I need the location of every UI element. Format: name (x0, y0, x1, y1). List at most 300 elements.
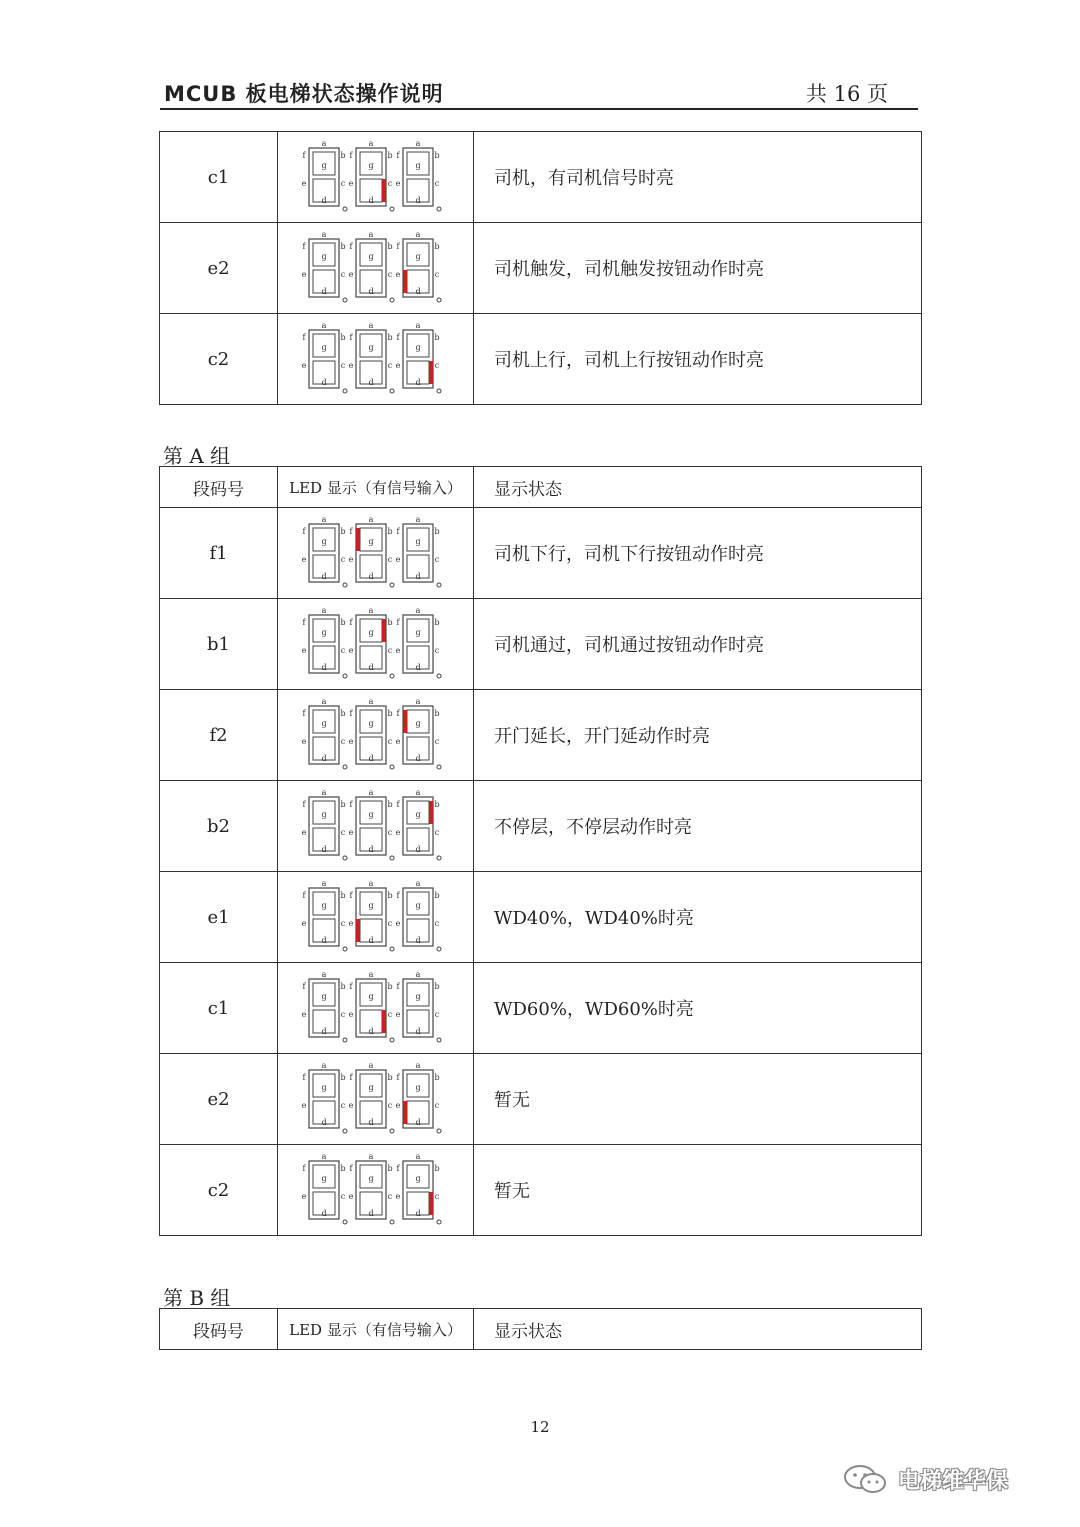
led-digit-1 (301, 1061, 346, 1133)
segment-label-f: f (396, 800, 399, 809)
segment-label-g: g (320, 901, 327, 910)
segment-label-d: d (320, 1027, 327, 1036)
segment-label-c: c (340, 919, 345, 928)
header-led: LED 显示（有信号输入） (278, 1309, 474, 1350)
segment-label-a: a (415, 606, 420, 615)
segment-label-f: f (302, 891, 305, 900)
segment-label-e: e (301, 1010, 306, 1019)
segment-label-e: e (348, 1101, 353, 1110)
segment-label-c: c (434, 1010, 439, 1019)
segment-label-e: e (395, 1010, 400, 1019)
led-digit-1 (301, 697, 346, 769)
segment-label-b: b (339, 982, 346, 991)
segment-label-f: f (396, 891, 399, 900)
segment-label-g: g (367, 901, 374, 910)
segment-label-b: b (433, 1164, 440, 1173)
led-digit-2 (348, 515, 393, 587)
led-display (301, 229, 451, 307)
segment-label-b: b (433, 1073, 440, 1082)
segment-label-e: e (395, 828, 400, 837)
segment-label-g: g (414, 161, 421, 170)
segment-label-b: b (433, 891, 440, 900)
segment-label-c: c (387, 555, 392, 564)
table-row (160, 963, 922, 1054)
segment-label-e: e (348, 1010, 353, 1019)
led-display (301, 1151, 451, 1229)
segment-label-e: e (348, 1192, 353, 1201)
segment-label-e: e (301, 828, 306, 837)
segment-label-e: e (301, 1192, 306, 1201)
table-row (160, 1145, 922, 1236)
led-digit-2 (348, 1061, 393, 1133)
segment-label-f: f (349, 527, 352, 536)
status-description: WD40%，WD40%时亮 (474, 872, 922, 963)
segment-label-f: f (396, 709, 399, 718)
document-title: MCUB 板电梯状态操作说明 (164, 82, 444, 106)
led-digit-2 (348, 606, 393, 678)
segment-label-d: d (414, 663, 421, 672)
lit-segment (356, 528, 360, 551)
segment-label-d: d (320, 845, 327, 854)
led-digit-1 (301, 879, 346, 951)
segment-label-c: c (387, 1192, 392, 1201)
segment-label-e: e (395, 270, 400, 279)
segment-label-f: f (302, 527, 305, 536)
segment-code: f2 (160, 690, 278, 781)
segment-label-g: g (320, 161, 327, 170)
segment-label-e: e (395, 919, 400, 928)
watermark-text: 电梯维华保 (898, 1469, 1009, 1494)
segment-label-a: a (368, 606, 373, 615)
led-cell (278, 223, 474, 314)
segment-label-f: f (302, 333, 305, 342)
table-row (160, 781, 922, 872)
table-row (160, 314, 922, 405)
segment-label-d: d (320, 378, 327, 387)
segment-code: e1 (160, 872, 278, 963)
segment-label-e: e (395, 179, 400, 188)
segment-label-d: d (414, 936, 421, 945)
segment-label-d: d (414, 572, 421, 581)
table-row (160, 599, 922, 690)
segment-label-g: g (414, 537, 421, 546)
segment-label-g: g (320, 719, 327, 728)
group-a-label: 第 A 组 (163, 444, 231, 468)
segment-label-a: a (415, 1152, 420, 1161)
segment-label-g: g (367, 537, 374, 546)
segment-label-b: b (339, 800, 346, 809)
segment-label-a: a (415, 697, 420, 706)
segment-label-a: a (321, 230, 326, 239)
segment-label-a: a (321, 788, 326, 797)
segment-label-f: f (349, 982, 352, 991)
led-digit-3 (395, 139, 440, 211)
segment-label-b: b (386, 800, 393, 809)
segment-label-e: e (348, 361, 353, 370)
led-cell (278, 599, 474, 690)
lit-segment (403, 1101, 407, 1124)
segment-label-c: c (387, 1101, 392, 1110)
table-row (160, 223, 922, 314)
led-cell (278, 781, 474, 872)
segment-code: e2 (160, 223, 278, 314)
table-row (160, 132, 922, 223)
segment-label-b: b (386, 982, 393, 991)
segment-label-d: d (414, 754, 421, 763)
status-description: 不停层，不停层动作时亮 (474, 781, 922, 872)
segment-label-e: e (301, 919, 306, 928)
segment-label-d: d (414, 196, 421, 205)
led-digit-1 (301, 788, 346, 860)
segment-label-f: f (349, 1164, 352, 1173)
segment-label-a: a (415, 321, 420, 330)
segment-label-b: b (339, 527, 346, 536)
segment-label-a: a (368, 1152, 373, 1161)
segment-label-d: d (367, 936, 374, 945)
segment-label-a: a (368, 230, 373, 239)
segment-label-d: d (367, 663, 374, 672)
led-cell (278, 1054, 474, 1145)
segment-label-e: e (301, 179, 306, 188)
segment-label-g: g (414, 992, 421, 1001)
segment-label-b: b (339, 333, 346, 342)
segment-label-d: d (414, 287, 421, 296)
segment-label-d: d (367, 572, 374, 581)
led-digit-3 (395, 1061, 440, 1133)
segment-label-b: b (386, 1073, 393, 1082)
lit-segment (429, 801, 433, 824)
segment-label-e: e (395, 737, 400, 746)
segment-label-g: g (414, 719, 421, 728)
segment-label-g: g (367, 810, 374, 819)
status-description: WD60%，WD60%时亮 (474, 963, 922, 1054)
segment-label-g: g (414, 1174, 421, 1183)
segment-label-d: d (414, 845, 421, 854)
led-cell (278, 872, 474, 963)
segment-label-a: a (368, 139, 373, 148)
led-digit-2 (348, 879, 393, 951)
led-digit-3 (395, 606, 440, 678)
segment-label-e: e (301, 270, 306, 279)
segment-label-a: a (368, 697, 373, 706)
segment-code: b2 (160, 781, 278, 872)
table-row (160, 690, 922, 781)
segment-label-f: f (396, 242, 399, 251)
segment-label-d: d (367, 845, 374, 854)
led-digit-1 (301, 230, 346, 302)
status-description: 司机下行，司机下行按钮动作时亮 (474, 508, 922, 599)
led-digit-3 (395, 1152, 440, 1224)
segment-label-c: c (387, 361, 392, 370)
segment-label-d: d (414, 1027, 421, 1036)
segment-code: c1 (160, 132, 278, 223)
segment-table-continued (159, 131, 922, 405)
segment-label-c: c (387, 1010, 392, 1019)
segment-label-d: d (320, 936, 327, 945)
header-code: 段码号 (160, 1309, 278, 1350)
segment-label-a: a (415, 1061, 420, 1070)
segment-label-d: d (320, 754, 327, 763)
led-digit-3 (395, 515, 440, 587)
led-display (301, 138, 451, 216)
segment-label-f: f (349, 800, 352, 809)
segment-label-b: b (339, 151, 346, 160)
segment-label-a: a (415, 879, 420, 888)
segment-label-c: c (387, 646, 392, 655)
segment-label-e: e (301, 361, 306, 370)
segment-label-f: f (396, 982, 399, 991)
segment-label-e: e (348, 555, 353, 564)
segment-label-d: d (414, 1209, 421, 1218)
segment-label-b: b (433, 527, 440, 536)
segment-label-a: a (321, 697, 326, 706)
segment-label-d: d (367, 754, 374, 763)
led-digit-3 (395, 697, 440, 769)
segment-label-b: b (386, 151, 393, 160)
segment-label-f: f (302, 618, 305, 627)
segment-label-g: g (414, 252, 421, 261)
status-description: 司机，有司机信号时亮 (474, 132, 922, 223)
segment-label-g: g (414, 628, 421, 637)
segment-label-b: b (433, 982, 440, 991)
segment-code: c1 (160, 963, 278, 1054)
segment-label-c: c (340, 1192, 345, 1201)
segment-code: e2 (160, 1054, 278, 1145)
segment-label-g: g (320, 343, 327, 352)
segment-label-g: g (367, 628, 374, 637)
segment-label-e: e (348, 270, 353, 279)
led-display (301, 787, 451, 865)
segment-label-a: a (368, 321, 373, 330)
table-header-row (160, 1309, 922, 1350)
led-digit-2 (348, 230, 393, 302)
led-cell (278, 132, 474, 223)
segment-label-a: a (321, 970, 326, 979)
segment-label-c: c (434, 919, 439, 928)
led-digit-1 (301, 970, 346, 1042)
group-b-label: 第 B 组 (163, 1286, 231, 1310)
segment-label-c: c (434, 737, 439, 746)
segment-label-d: d (367, 378, 374, 387)
segment-label-a: a (321, 321, 326, 330)
segment-label-b: b (339, 242, 346, 251)
header-desc: 显示状态 (474, 1309, 922, 1350)
led-digit-1 (301, 139, 346, 211)
status-description: 暂无 (474, 1054, 922, 1145)
segment-label-f: f (396, 1164, 399, 1173)
segment-label-b: b (433, 709, 440, 718)
led-display (301, 1060, 451, 1138)
segment-label-b: b (433, 333, 440, 342)
segment-label-c: c (434, 1101, 439, 1110)
segment-label-c: c (434, 555, 439, 564)
segment-label-c: c (340, 646, 345, 655)
segment-label-c: c (434, 361, 439, 370)
segment-label-f: f (302, 982, 305, 991)
segment-label-g: g (367, 161, 374, 170)
led-cell (278, 963, 474, 1054)
segment-label-g: g (367, 343, 374, 352)
segment-label-b: b (386, 333, 393, 342)
led-digit-3 (395, 788, 440, 860)
segment-label-g: g (414, 343, 421, 352)
led-display (301, 878, 451, 956)
segment-label-f: f (396, 333, 399, 342)
segment-label-e: e (301, 737, 306, 746)
segment-label-g: g (320, 628, 327, 637)
segment-label-e: e (348, 179, 353, 188)
segment-label-e: e (301, 555, 306, 564)
segment-label-g: g (367, 992, 374, 1001)
segment-label-a: a (368, 1061, 373, 1070)
header-desc: 显示状态 (474, 467, 922, 508)
led-digit-3 (395, 879, 440, 951)
segment-label-e: e (395, 555, 400, 564)
segment-label-c: c (434, 1192, 439, 1201)
segment-label-d: d (367, 287, 374, 296)
segment-label-b: b (433, 151, 440, 160)
led-digit-1 (301, 606, 346, 678)
segment-label-d: d (320, 1118, 327, 1127)
segment-table-group-b (159, 1308, 922, 1350)
segment-label-b: b (339, 1164, 346, 1173)
segment-label-f: f (396, 151, 399, 160)
led-digit-1 (301, 321, 346, 393)
segment-label-f: f (349, 1073, 352, 1082)
segment-label-f: f (302, 151, 305, 160)
segment-label-a: a (415, 515, 420, 524)
led-digit-3 (395, 230, 440, 302)
segment-label-b: b (386, 618, 393, 627)
status-description: 司机上行，司机上行按钮动作时亮 (474, 314, 922, 405)
led-digit-1 (301, 515, 346, 587)
segment-label-c: c (434, 179, 439, 188)
segment-label-f: f (349, 333, 352, 342)
lit-segment (356, 919, 360, 942)
segment-label-g: g (367, 1174, 374, 1183)
segment-label-f: f (349, 618, 352, 627)
segment-label-e: e (395, 361, 400, 370)
segment-label-a: a (368, 879, 373, 888)
segment-label-e: e (348, 646, 353, 655)
segment-label-a: a (321, 1152, 326, 1161)
segment-label-d: d (320, 572, 327, 581)
segment-label-c: c (340, 270, 345, 279)
segment-label-f: f (396, 1073, 399, 1082)
segment-label-d: d (367, 1118, 374, 1127)
segment-label-e: e (301, 646, 306, 655)
table-header-row (160, 467, 922, 508)
table-row (160, 1054, 922, 1145)
segment-label-f: f (349, 242, 352, 251)
segment-label-c: c (387, 919, 392, 928)
segment-label-g: g (414, 901, 421, 910)
status-description: 司机触发，司机触发按钮动作时亮 (474, 223, 922, 314)
segment-label-b: b (433, 242, 440, 251)
segment-label-c: c (387, 179, 392, 188)
led-digit-2 (348, 321, 393, 393)
led-cell (278, 1145, 474, 1236)
table-row (160, 872, 922, 963)
segment-label-d: d (414, 1118, 421, 1127)
segment-label-c: c (434, 828, 439, 837)
segment-label-a: a (368, 788, 373, 797)
segment-label-f: f (349, 891, 352, 900)
lit-segment (429, 361, 433, 384)
segment-label-e: e (348, 919, 353, 928)
led-digit-1 (301, 1152, 346, 1224)
segment-label-b: b (433, 800, 440, 809)
led-display (301, 969, 451, 1047)
segment-label-d: d (320, 1209, 327, 1218)
segment-label-f: f (302, 800, 305, 809)
segment-code: c2 (160, 1145, 278, 1236)
segment-label-e: e (395, 1192, 400, 1201)
segment-label-f: f (302, 709, 305, 718)
status-description: 暂无 (474, 1145, 922, 1236)
segment-label-c: c (340, 1101, 345, 1110)
segment-label-g: g (320, 252, 327, 261)
segment-label-g: g (320, 1083, 327, 1092)
segment-label-a: a (415, 139, 420, 148)
segment-label-d: d (320, 196, 327, 205)
segment-label-b: b (433, 618, 440, 627)
segment-label-c: c (434, 646, 439, 655)
segment-code: c2 (160, 314, 278, 405)
led-digit-2 (348, 1152, 393, 1224)
segment-label-a: a (415, 788, 420, 797)
segment-label-a: a (321, 515, 326, 524)
header-code: 段码号 (160, 467, 278, 508)
segment-label-b: b (386, 709, 393, 718)
segment-label-f: f (349, 709, 352, 718)
segment-label-d: d (367, 1209, 374, 1218)
segment-label-b: b (386, 1164, 393, 1173)
segment-label-b: b (339, 618, 346, 627)
led-display (301, 605, 451, 683)
lit-segment (403, 270, 407, 293)
segment-label-c: c (340, 1010, 345, 1019)
segment-label-g: g (320, 992, 327, 1001)
lit-segment (382, 619, 386, 642)
segment-label-g: g (414, 810, 421, 819)
segment-label-b: b (339, 709, 346, 718)
segment-label-c: c (340, 361, 345, 370)
led-display (301, 696, 451, 774)
page-number: 12 (530, 1418, 550, 1436)
segment-label-b: b (386, 891, 393, 900)
segment-label-a: a (321, 139, 326, 148)
lit-segment (429, 1192, 433, 1215)
page-count: 共 16 页 (805, 82, 888, 106)
segment-label-f: f (396, 527, 399, 536)
segment-label-a: a (321, 606, 326, 615)
segment-code: f1 (160, 508, 278, 599)
segment-label-d: d (414, 378, 421, 387)
segment-label-d: d (320, 663, 327, 672)
segment-label-a: a (321, 1061, 326, 1070)
segment-label-f: f (302, 1073, 305, 1082)
led-cell (278, 314, 474, 405)
segment-label-c: c (387, 737, 392, 746)
lit-segment (403, 710, 407, 733)
lit-segment (382, 1010, 386, 1033)
segment-label-e: e (348, 828, 353, 837)
segment-label-e: e (395, 646, 400, 655)
led-cell (278, 508, 474, 599)
segment-label-d: d (367, 1027, 374, 1036)
segment-label-g: g (320, 537, 327, 546)
